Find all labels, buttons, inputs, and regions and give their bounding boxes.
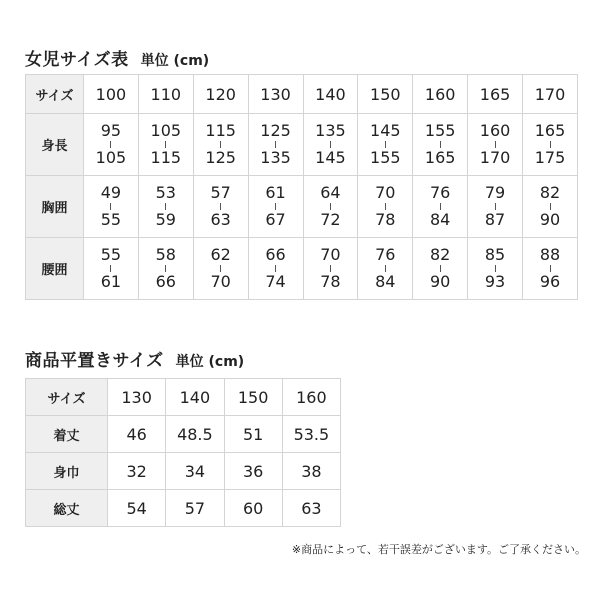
range-to: 125 (205, 148, 236, 167)
product-size-table-title: 商品平置きサイズ (25, 351, 164, 371)
range-to: 87 (484, 210, 506, 229)
product-size-table (25, 378, 341, 527)
range-from: 66 (265, 245, 286, 264)
range-separator (495, 265, 496, 272)
range-cell (138, 238, 193, 300)
range-from: 64 (320, 183, 341, 202)
range-separator (385, 203, 386, 210)
range-value (304, 185, 358, 228)
range-cell (84, 238, 139, 300)
range-to: 155 (370, 148, 401, 167)
range-to: 70 (210, 272, 231, 291)
range-value (249, 185, 303, 228)
range-from: 62 (210, 245, 231, 264)
range-separator (330, 141, 331, 148)
range-from: 58 (155, 245, 176, 264)
size-header-label: サイズ (26, 75, 84, 114)
range-to: 135 (260, 148, 291, 167)
range-separator (165, 265, 166, 272)
range-to: 63 (210, 210, 231, 229)
range-cell (303, 176, 358, 238)
range-separator (495, 203, 496, 210)
size-header-cell: 150 (358, 75, 413, 114)
range-from: 76 (430, 183, 451, 202)
range-separator (220, 203, 221, 210)
range-cell (193, 114, 248, 176)
size-header-cell: 165 (468, 75, 523, 114)
product-measurement-row (26, 490, 341, 527)
range-cell (138, 114, 193, 176)
range-cell (468, 114, 523, 176)
range-cell (84, 176, 139, 238)
range-to: 84 (430, 210, 451, 229)
range-cell (523, 238, 578, 300)
range-separator (495, 141, 496, 148)
size-header-cell: 130 (248, 75, 303, 114)
range-from: 155 (424, 121, 456, 140)
product-size-header-row (26, 379, 341, 416)
product-value-cell: 36 (224, 453, 282, 490)
product-value-cell: 51 (224, 416, 282, 453)
range-to: 170 (479, 148, 511, 167)
product-size-header-cell: 150 (224, 379, 282, 416)
product-value-cell: 46 (108, 416, 166, 453)
range-from: 125 (260, 121, 291, 140)
product-value-cell: 57 (166, 490, 224, 527)
product-value-cell: 48.5 (166, 416, 224, 453)
range-separator (110, 203, 111, 210)
range-to: 175 (534, 148, 566, 167)
range-to: 55 (100, 210, 122, 229)
range-to: 115 (150, 148, 182, 167)
product-value-cell: 60 (224, 490, 282, 527)
range-from: 82 (430, 245, 451, 264)
range-from: 53 (155, 183, 176, 202)
measurement-label: 腰囲 (26, 238, 84, 300)
range-value (358, 247, 412, 290)
range-value (523, 247, 577, 290)
range-to: 78 (375, 210, 396, 229)
girls-size-table-title: 女児サイズ表 (25, 50, 129, 70)
product-size-header-label: サイズ (26, 379, 108, 416)
range-from: 70 (375, 183, 396, 202)
range-cell (193, 176, 248, 238)
product-size-header-cell: 130 (108, 379, 166, 416)
measurement-row (26, 238, 578, 300)
range-cell (84, 114, 139, 176)
product-size-table-unit: 単位 (cm) (175, 354, 245, 370)
range-separator (385, 265, 386, 272)
product-size-header-cell: 160 (282, 379, 340, 416)
range-to: 67 (265, 210, 286, 229)
range-from: 115 (205, 121, 236, 140)
product-measurement-row (26, 416, 341, 453)
range-to: 61 (100, 272, 122, 291)
measurement-row (26, 176, 578, 238)
product-measurement-label: 総丈 (26, 490, 108, 527)
range-value (413, 123, 467, 166)
range-to: 93 (484, 272, 506, 291)
range-value (468, 123, 522, 166)
product-value-cell: 53.5 (282, 416, 340, 453)
range-separator (550, 265, 551, 272)
range-cell (358, 114, 413, 176)
range-value (194, 247, 248, 290)
range-value (413, 247, 467, 290)
range-from: 61 (265, 183, 286, 202)
size-header-cell: 100 (84, 75, 139, 114)
range-cell (468, 176, 523, 238)
range-to: 90 (430, 272, 451, 291)
range-cell (248, 238, 303, 300)
product-size-header-cell: 140 (166, 379, 224, 416)
girls-size-table (25, 74, 578, 300)
range-separator (165, 141, 166, 148)
disclaimer-note: ※商品によって、若干誤差がございます。ご了承ください。 (291, 543, 586, 556)
range-value (468, 247, 522, 290)
size-header-cell: 120 (193, 75, 248, 114)
range-value (139, 185, 193, 228)
range-cell (413, 238, 468, 300)
size-header-row (26, 75, 578, 114)
range-separator (275, 203, 276, 210)
girls-size-table-heading (25, 45, 209, 70)
range-value (523, 123, 577, 166)
range-separator (110, 265, 111, 272)
range-value (194, 185, 248, 228)
product-measurement-label: 着丈 (26, 416, 108, 453)
size-header-cell: 170 (523, 75, 578, 114)
range-cell (193, 238, 248, 300)
measurement-label: 身長 (26, 114, 84, 176)
range-cell (138, 176, 193, 238)
range-separator (550, 141, 551, 148)
range-from: 49 (100, 183, 122, 202)
range-cell (523, 114, 578, 176)
range-cell (468, 238, 523, 300)
range-value (304, 247, 358, 290)
range-to: 105 (95, 148, 127, 167)
product-measurement-row (26, 453, 341, 490)
range-from: 95 (100, 121, 122, 140)
range-separator (220, 141, 221, 148)
range-separator (330, 203, 331, 210)
range-separator (275, 265, 276, 272)
range-separator (440, 265, 441, 272)
range-value (84, 247, 138, 290)
size-header-cell: 140 (303, 75, 358, 114)
product-value-cell: 63 (282, 490, 340, 527)
range-from: 70 (320, 245, 341, 264)
range-to: 72 (320, 210, 341, 229)
range-separator (330, 265, 331, 272)
range-separator (440, 141, 441, 148)
range-value (84, 185, 138, 228)
range-value (523, 185, 577, 228)
range-value (358, 123, 412, 166)
range-cell (358, 238, 413, 300)
range-cell (413, 176, 468, 238)
range-from: 85 (484, 245, 506, 264)
measurement-row (26, 114, 578, 176)
range-from: 79 (484, 183, 506, 202)
range-to: 66 (155, 272, 176, 291)
product-value-cell: 34 (166, 453, 224, 490)
range-to: 165 (424, 148, 456, 167)
product-measurement-label: 身巾 (26, 453, 108, 490)
range-cell (523, 176, 578, 238)
range-separator (385, 141, 386, 148)
range-separator (440, 203, 441, 210)
range-from: 165 (534, 121, 566, 140)
size-header-cell: 160 (413, 75, 468, 114)
range-separator (275, 141, 276, 148)
range-separator (220, 265, 221, 272)
range-from: 145 (370, 121, 401, 140)
range-from: 82 (539, 183, 561, 202)
range-to: 90 (539, 210, 561, 229)
range-cell (303, 238, 358, 300)
range-value (358, 185, 412, 228)
product-value-cell: 32 (108, 453, 166, 490)
range-to: 59 (155, 210, 176, 229)
range-value (139, 247, 193, 290)
range-from: 160 (479, 121, 511, 140)
range-separator (110, 141, 111, 148)
range-value (139, 123, 193, 166)
range-value (304, 123, 358, 166)
range-separator (550, 203, 551, 210)
range-from: 57 (210, 183, 231, 202)
range-cell (248, 176, 303, 238)
range-to: 145 (315, 148, 346, 167)
size-header-cell: 110 (138, 75, 193, 114)
range-from: 135 (315, 121, 346, 140)
product-size-table-heading (25, 346, 244, 371)
range-separator (165, 203, 166, 210)
range-cell (248, 114, 303, 176)
range-to: 96 (539, 272, 561, 291)
range-from: 88 (539, 245, 561, 264)
range-value (84, 123, 138, 166)
range-cell (413, 114, 468, 176)
range-value (413, 185, 467, 228)
range-value (468, 185, 522, 228)
girls-size-table-unit: 単位 (cm) (140, 53, 210, 69)
product-value-cell: 54 (108, 490, 166, 527)
range-from: 76 (375, 245, 396, 264)
range-value (194, 123, 248, 166)
range-cell (303, 114, 358, 176)
range-value (249, 123, 303, 166)
product-value-cell: 38 (282, 453, 340, 490)
range-to: 74 (265, 272, 286, 291)
range-cell (358, 176, 413, 238)
range-to: 84 (375, 272, 396, 291)
range-from: 55 (100, 245, 122, 264)
range-from: 105 (150, 121, 182, 140)
range-to: 78 (320, 272, 341, 291)
range-value (249, 247, 303, 290)
measurement-label: 胸囲 (26, 176, 84, 238)
